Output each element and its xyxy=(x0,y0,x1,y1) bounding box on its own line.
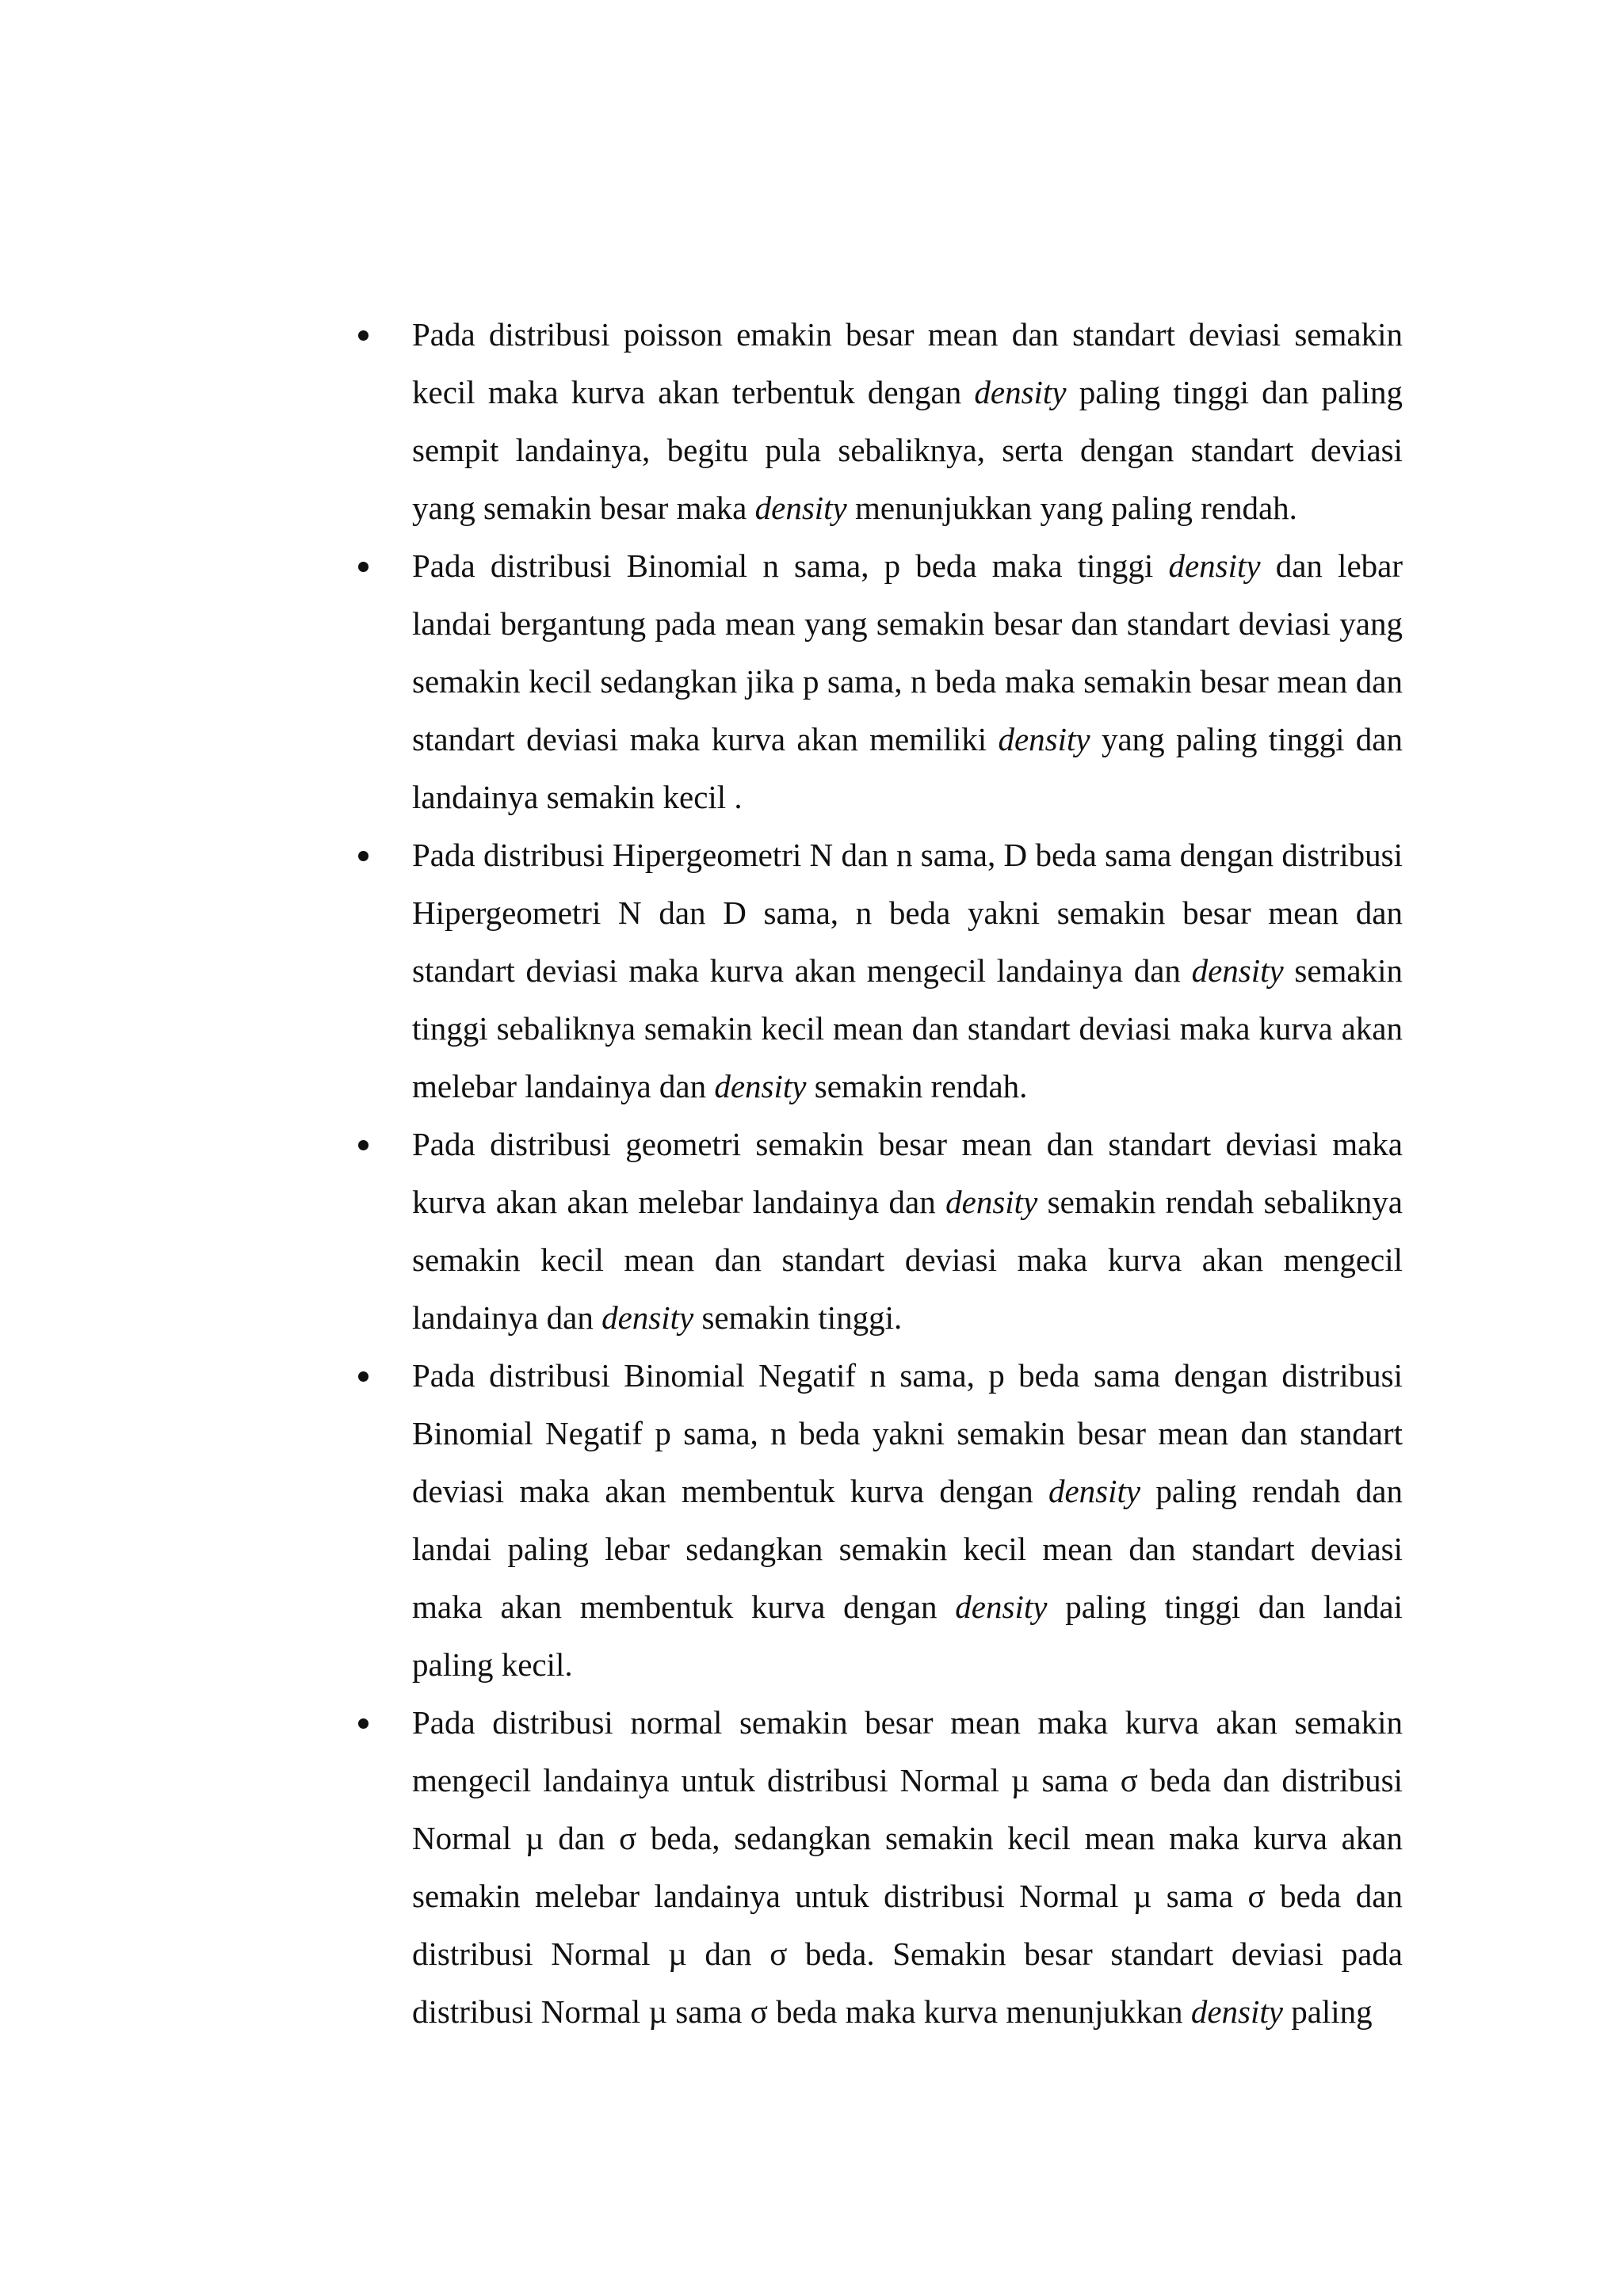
bullet-dot-icon xyxy=(358,1140,369,1150)
bullet-item xyxy=(355,306,1403,537)
bullet-dot-icon xyxy=(358,851,369,861)
bullet-dot-icon xyxy=(358,330,369,341)
bullet-item xyxy=(355,826,1403,1116)
bullet-dot-icon xyxy=(358,562,369,572)
bullet-item xyxy=(355,1347,1403,1694)
bullet-item xyxy=(355,1694,1403,2041)
bullet-text: Pada distribusi normal semakin besar mean maka kurva akan semakin mengecil landainya untuk distribusi Normal µ sama σ beda dan distribusi Normal µ dan σ beda, sedangkan semakin kecil mean maka kurva akan semakin melebar landainya untuk distribusi Normal µ sama σ beda dan distribusi Normal µ dan σ beda. Semakin besar standart deviasi pada distribusi Normal µ sama σ beda maka kurva menunjukkan density paling xyxy=(412,1704,1403,2030)
bullet-text: Pada distribusi Binomial Negatif n sama, p beda sama dengan distribusi Binomial Negatif p sama, n beda yakni semakin besar mean dan standart deviasi maka akan membentuk kurva dengan density paling rendah dan landai paling lebar sedangkan semakin kecil mean dan standart deviasi maka akan membentuk kurva dengan density paling tinggi dan landai paling kecil. xyxy=(412,1357,1403,1683)
conclusion-bullet-list xyxy=(355,306,1403,2041)
bullet-text: Pada distribusi Hipergeometri N dan n sama, D beda sama dengan distribusi Hipergeometri N dan D sama, n beda yakni semakin besar mean dan standart deviasi maka kurva akan mengecil landainya dan density semakin tinggi sebaliknya semakin kecil mean dan standart deviasi maka kurva akan melebar landainya dan density semakin rendah. xyxy=(412,837,1403,1104)
bullet-dot-icon xyxy=(358,1371,369,1382)
bullet-text: Pada distribusi Binomial n sama, p beda maka tinggi density dan lebar landai bergantung pada mean yang semakin besar dan standart deviasi yang semakin kecil sedangkan jika p sama, n beda maka semakin besar mean dan standart deviasi maka kurva akan memiliki density yang paling tinggi dan landainya semakin kecil . xyxy=(412,547,1403,815)
bullet-item xyxy=(355,1116,1403,1347)
bullet-dot-icon xyxy=(358,1718,369,1729)
bullet-text: Pada distribusi poisson emakin besar mean dan standart deviasi semakin kecil maka kurva akan terbentuk dengan density paling tinggi dan paling sempit landainya, begitu pula sebaliknya, serta dengan standart deviasi yang semakin besar maka density menunjukkan yang paling rendah. xyxy=(412,316,1403,526)
bullet-text: Pada distribusi geometri semakin besar mean dan standart deviasi maka kurva akan akan melebar landainya dan density semakin rendah sebaliknya semakin kecil mean dan standart deviasi maka kurva akan mengecil landainya dan density semakin tinggi. xyxy=(412,1126,1403,1336)
bullet-item xyxy=(355,537,1403,826)
